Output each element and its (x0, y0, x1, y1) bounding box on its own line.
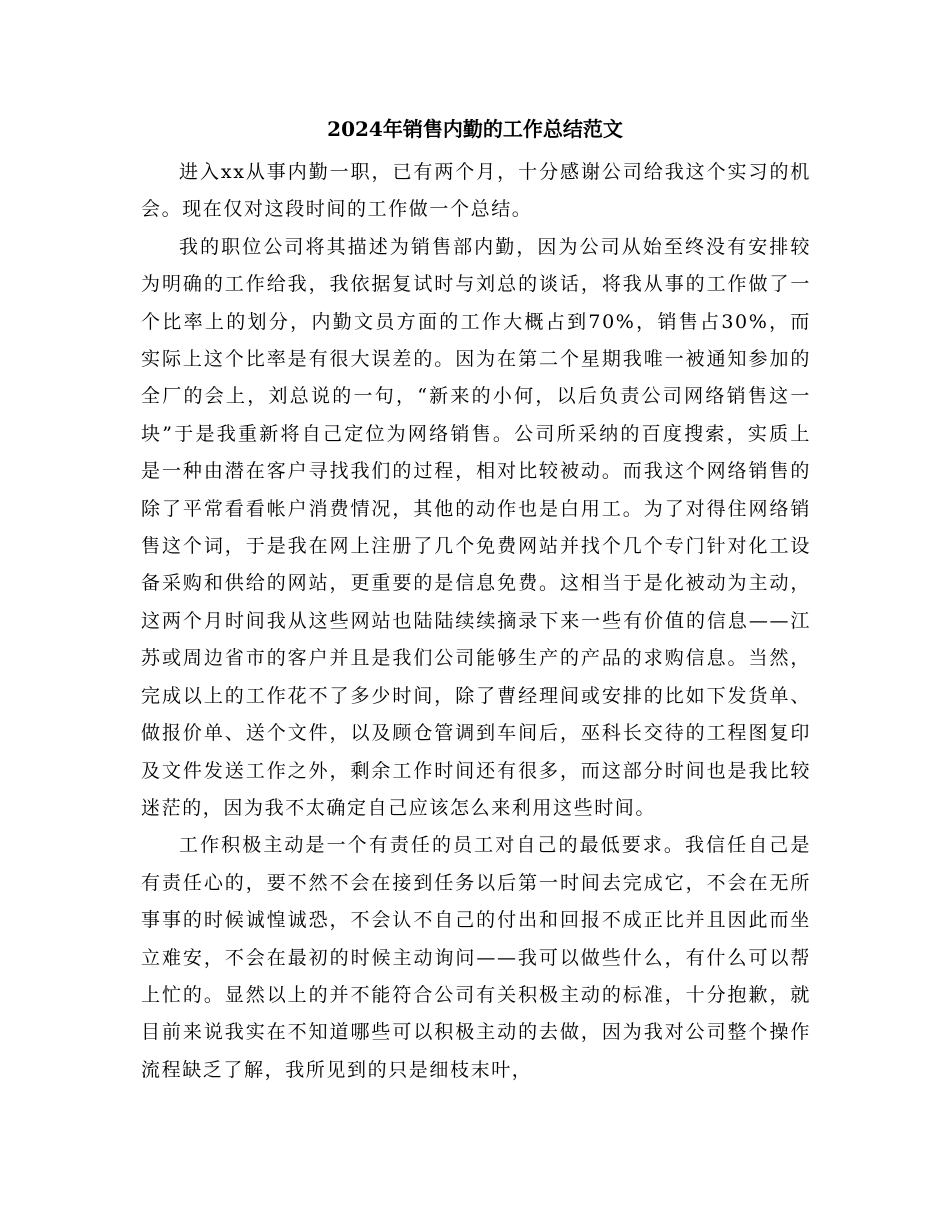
document-body (141, 154, 811, 1089)
paragraph: 我的职位公司将其描述为销售部内勤，因为公司从始至终没有安排较为明确的工作给我，我依据复试时与刘总的谈话，将我从事的工作做了一个比率上的划分，内勤文员方面的工作大概占到70%，销售占30%，而实际上这个比率是有很大误差的。因为在第二个星期我唯一被通知参加的全厂的会上，刘总说的一句，“新来的小何，以后负责公司网络销售这一块”于是我重新将自己定位为网络销售。公司所采纳的百度搜索，实质上是一种由潜在客户寻找我们的过程，相对比较被动。而我这个网络销售的除了平常看看帐户消费情况，其他的动作也是白用工。为了对得住网络销售这个词，于是我在网上注册了几个免费网站并找个几个专门针对化工设备采购和供给的网站，更重要的是信息免费。这相当于是化被动为主动，这两个月时间我从这些网站也陆陆续续摘录下来一些有价值的信息——江苏或周边省市的客户并且是我们公司能够生产的产品的求购信息。当然，完成以上的工作花不了多少时间，除了曹经理间或安排的比如下发货单、做报价单、送个文件，以及顾仓管调到车间后，巫科长交待的工程图复印及文件发送工作之外，剩余工作时间还有很多，而这部分时间也是我比较迷茫的，因为我不太确定自己应该怎么来利用这些时间。 (141, 235, 811, 819)
document-title: 2024年销售内勤的工作总结范文 (327, 117, 623, 141)
paragraph: 进入xx从事内勤一职，已有两个月，十分感谢公司给我这个实习的机会。现在仅对这段时间的工作做一个总结。 (141, 161, 811, 221)
paragraph: 工作积极主动是一个有责任的员工对自己的最低要求。我信任自己是有责任心的，要不然不会在接到任务以后第一时间去完成它，不会在无所事事的时候诚惶诚恐，不会认不自己的付出和回报不成正比并且因此而坐立难安，不会在最初的时候主动询问——我可以做些什么，有什么可以帮上忙的。显然以上的并不能符合公司有关积极主动的标准，十分抱歉，就目前来说我实在不知道哪些可以积极主动的去做，因为我对公司整个操作流程缺乏了解，我所见到的只是细枝末叶， (141, 834, 811, 1081)
